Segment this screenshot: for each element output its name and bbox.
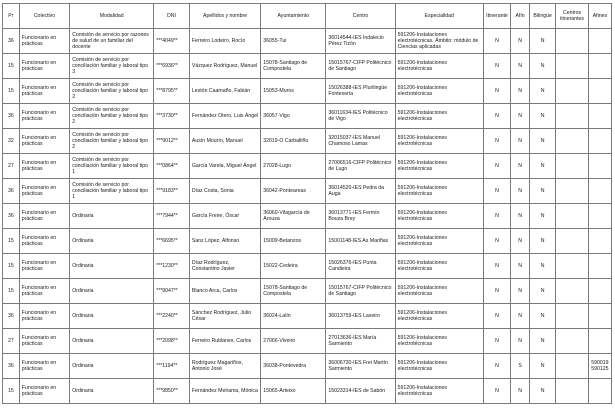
cell-colectivo: Funcionario en prácticas [19, 304, 69, 329]
cell-dni: ***1194** [154, 354, 190, 379]
cell-colectivo: Funcionario en prácticas [19, 354, 69, 379]
cell-dni: ***3730** [154, 104, 190, 129]
cell-dni: ***7944** [154, 204, 190, 229]
cell-colectivo: Funcionario en prácticas [19, 379, 69, 404]
cell-ayuntamiento: 36057-Vigo [261, 104, 326, 129]
header-bilingue: Bilingüe [530, 4, 556, 29]
cell-bilingue: N [530, 54, 556, 79]
cell-bilingue: N [530, 354, 556, 379]
cell-ayuntamiento: 36055-Tui [261, 29, 326, 54]
cell-pr: 32 [3, 129, 20, 154]
cell-centros-itinerantes [556, 329, 589, 354]
header-modalidad: Modalidad [70, 4, 154, 29]
cell-dni: ***9850** [154, 379, 190, 404]
table-row [3, 29, 612, 54]
cell-especialidad: 591206-Instalaciones electrotécnicas [395, 229, 483, 254]
cell-afines [588, 129, 611, 154]
cell-modalidad: Ordinaria [70, 354, 154, 379]
cell-dni: ***9183** [154, 179, 190, 204]
cell-especialidad: 591206-Instalaciones electrotécnicas [395, 279, 483, 304]
cell-pr: 15 [3, 54, 20, 79]
cell-pr: 36 [3, 104, 20, 129]
cell-pr: 27 [3, 329, 20, 354]
table-header [3, 4, 612, 29]
cell-afines [588, 229, 611, 254]
cell-itinerante: N [483, 379, 510, 404]
cell-itinerante: N [483, 329, 510, 354]
cell-apellidos: Blanco Arca, Carlos [189, 279, 260, 304]
cell-especialidad: 591206-Instalaciones electrotécnicas [395, 129, 483, 154]
cell-modalidad: Comisión de servicio por conciliación familiar y laboral tipo 2 [70, 104, 154, 129]
cell-itinerante: N [483, 129, 510, 154]
cell-pr: 15 [3, 79, 20, 104]
cell-itinerante: N [483, 54, 510, 79]
cell-pr: 27 [3, 154, 20, 179]
cell-afines [588, 79, 611, 104]
cell-afines [588, 304, 611, 329]
cell-colectivo: Funcionario en prácticas [19, 329, 69, 354]
cell-pr: 36 [3, 29, 20, 54]
cell-centro: 36013771-IES Fermín Bouza Brey [326, 204, 395, 229]
cell-afin: N [511, 254, 530, 279]
cell-centros-itinerantes [556, 179, 589, 204]
cell-dni: ***8795** [154, 79, 190, 104]
cell-apellidos: Ausín Mourín, Manuel [189, 129, 260, 154]
cell-especialidad: 591206-Instalaciones electrotécnicas [395, 79, 483, 104]
cell-centro: 15015767-CIFP Politécnico de Santiago [326, 54, 395, 79]
cell-apellidos: García Freire, Óscar [189, 204, 260, 229]
cell-centro: 15026376-IES Punta Candieira [326, 254, 395, 279]
header-apellidos: Apellidos y nombre [189, 4, 260, 29]
cell-itinerante: N [483, 104, 510, 129]
cell-ayuntamiento: 36060-Vilagarcía de Arousa [261, 204, 326, 229]
cell-dni: ***0864** [154, 154, 190, 179]
cell-afin: N [511, 329, 530, 354]
cell-ayuntamiento: 27028-Lugo [261, 154, 326, 179]
cell-centros-itinerantes [556, 304, 589, 329]
cell-modalidad: Ordinaria [70, 204, 154, 229]
cell-bilingue: N [530, 254, 556, 279]
cell-centro: 27013636-IES María Sarmiento [326, 329, 395, 354]
cell-centro: 15026388-IES Plurilingüe Fontexería [326, 79, 395, 104]
table-row [3, 54, 612, 79]
cell-itinerante: N [483, 229, 510, 254]
cell-bilingue: N [530, 154, 556, 179]
table-row [3, 254, 612, 279]
cell-afines [588, 329, 611, 354]
cell-especialidad: 591206-Instalaciones electrotécnicas [395, 254, 483, 279]
cell-ayuntamiento: 36024-Lalín [261, 304, 326, 329]
header-itinerante: Itinerante [483, 4, 510, 29]
cell-especialidad: 591206-Instalaciones electrotécnicas [395, 304, 483, 329]
cell-afin: N [511, 204, 530, 229]
cell-itinerante: N [483, 154, 510, 179]
cell-ayuntamiento: 15022-Cedeira [261, 254, 326, 279]
cell-modalidad: Comisión de servicio por conciliación familiar y laboral tipo 1 [70, 154, 154, 179]
cell-ayuntamiento: 36038-Pontevedra [261, 354, 326, 379]
table-row [3, 79, 612, 104]
table-row [3, 104, 612, 129]
cell-centros-itinerantes [556, 104, 589, 129]
cell-ayuntamiento: 15053-Muros [261, 79, 326, 104]
cell-afin: N [511, 104, 530, 129]
cell-bilingue: N [530, 29, 556, 54]
cell-especialidad: 591206-Instalaciones electrotécnicas. Ámbito: módulo de Ciencias aplicadas [395, 29, 483, 54]
cell-modalidad: Ordinaria [70, 304, 154, 329]
table-row [3, 329, 612, 354]
cell-afin: N [511, 279, 530, 304]
cell-bilingue: N [530, 379, 556, 404]
cell-especialidad: 591206-Instalaciones electrotécnicas [395, 104, 483, 129]
cell-centro: 27006516-CIFP Politécnico de Lugo [326, 154, 395, 179]
cell-apellidos: Sanz López, Alfonso [189, 229, 260, 254]
cell-pr: 15 [3, 379, 20, 404]
table-row [3, 279, 612, 304]
cell-centros-itinerantes [556, 204, 589, 229]
cell-bilingue: N [530, 179, 556, 204]
cell-pr: 15 [3, 279, 20, 304]
cell-ayuntamiento: 15009-Betanzos [261, 229, 326, 254]
cell-afin: N [511, 154, 530, 179]
cell-pr: 15 [3, 254, 20, 279]
header-dni: DNI [154, 4, 190, 29]
assignments-table [2, 3, 612, 404]
cell-apellidos: Díaz Rodríguez, Constantino Javier [189, 254, 260, 279]
cell-apellidos: Vázquez Rodríguez, Manuel [189, 54, 260, 79]
cell-apellidos: Fernández Otero, Luis Ángel [189, 104, 260, 129]
header-especialidad: Especialidad [395, 4, 483, 29]
cell-itinerante: N [483, 79, 510, 104]
cell-modalidad: Ordinaria [70, 329, 154, 354]
cell-colectivo: Funcionario en prácticas [19, 79, 69, 104]
cell-dni: ***6936** [154, 54, 190, 79]
cell-itinerante: N [483, 254, 510, 279]
cell-afin: N [511, 54, 530, 79]
cell-colectivo: Funcionario en prácticas [19, 179, 69, 204]
cell-afines [588, 179, 611, 204]
header-colectivo: Colectivo [19, 4, 69, 29]
cell-especialidad: 591206-Instalaciones electrotécnicas [395, 179, 483, 204]
cell-colectivo: Funcionario en prácticas [19, 154, 69, 179]
cell-colectivo: Funcionario en prácticas [19, 204, 69, 229]
cell-pr: 36 [3, 179, 20, 204]
header-centros-itinerantes: Centros itinerantes [556, 4, 589, 29]
cell-afin: S [511, 354, 530, 379]
cell-afines [588, 279, 611, 304]
cell-centro: 15015767-CIFP Politécnico de Santiago [326, 279, 395, 304]
cell-modalidad: Ordinaria [70, 254, 154, 279]
cell-centros-itinerantes [556, 379, 589, 404]
header-afin: Afín [511, 4, 530, 29]
cell-especialidad: 591206-Instalaciones electrotécnicas [395, 54, 483, 79]
table-row [3, 379, 612, 404]
cell-centros-itinerantes [556, 54, 589, 79]
cell-bilingue: N [530, 129, 556, 154]
cell-dni: ***2240** [154, 304, 190, 329]
cell-apellidos: Ferreiro Lodeiro, Rocío [189, 29, 260, 54]
cell-centros-itinerantes [556, 29, 589, 54]
cell-centro: 15023314-IES de Sabón [326, 379, 395, 404]
cell-afin: N [511, 79, 530, 104]
cell-apellidos: Ferreiro Rublanes, Carlos [189, 329, 260, 354]
cell-centro: 15001148-IES As Mariñas [326, 229, 395, 254]
cell-centros-itinerantes [556, 354, 589, 379]
cell-modalidad: Ordinaria [70, 229, 154, 254]
cell-afines: 590019 590125 [588, 354, 611, 379]
cell-colectivo: Funcionario en prácticas [19, 29, 69, 54]
cell-colectivo: Funcionario en prácticas [19, 129, 69, 154]
cell-afin: N [511, 379, 530, 404]
cell-centros-itinerantes [556, 279, 589, 304]
header-afines: Afines [588, 4, 611, 29]
cell-modalidad: Ordinaria [70, 379, 154, 404]
table-row [3, 179, 612, 204]
cell-centros-itinerantes [556, 254, 589, 279]
cell-centros-itinerantes [556, 154, 589, 179]
cell-afines [588, 254, 611, 279]
cell-afin: N [511, 179, 530, 204]
cell-afines [588, 29, 611, 54]
cell-bilingue: N [530, 329, 556, 354]
cell-centro: 36014544-IES Indalecio Pérez Tizón [326, 29, 395, 54]
cell-ayuntamiento: 32019-O Carballiño [261, 129, 326, 154]
cell-ayuntamiento: 15078-Santiago de Compostela [261, 279, 326, 304]
cell-colectivo: Funcionario en prácticas [19, 229, 69, 254]
cell-apellidos: Sánchez Rodríguez, Julio César [189, 304, 260, 329]
cell-modalidad: Comisión de servicio por conciliación familiar y laboral tipo 1 [70, 179, 154, 204]
cell-especialidad: 591206-Instalaciones electrotécnicas [395, 154, 483, 179]
cell-especialidad: 591206-Instalaciones electrotécnicas [395, 204, 483, 229]
table-row [3, 129, 612, 154]
cell-colectivo: Funcionario en prácticas [19, 254, 69, 279]
cell-dni: ***4049** [154, 29, 190, 54]
cell-itinerante: N [483, 179, 510, 204]
cell-itinerante: N [483, 279, 510, 304]
cell-dni: ***9012** [154, 129, 190, 154]
cell-bilingue: N [530, 304, 556, 329]
cell-dni: ***1230** [154, 254, 190, 279]
cell-apellidos: Díaz Costa, Sonia [189, 179, 260, 204]
cell-itinerante: N [483, 304, 510, 329]
cell-apellidos: Lestón Caamaño, Fabián [189, 79, 260, 104]
cell-bilingue: N [530, 104, 556, 129]
cell-especialidad: 591206-Instalaciones electrotécnicas [395, 329, 483, 354]
cell-centro: 36014520-IES Pedra da Auga [326, 179, 395, 204]
cell-centros-itinerantes [556, 129, 589, 154]
cell-ayuntamiento: 15078-Santiago de Compostela [261, 54, 326, 79]
cell-pr: 36 [3, 304, 20, 329]
cell-afines [588, 204, 611, 229]
cell-itinerante: N [483, 354, 510, 379]
cell-afines [588, 104, 611, 129]
cell-centro: 36011634-IES Politécnico de Vigo [326, 104, 395, 129]
table-row [3, 229, 612, 254]
cell-dni: ***9047** [154, 279, 190, 304]
cell-colectivo: Funcionario en prácticas [19, 279, 69, 304]
cell-pr: 36 [3, 204, 20, 229]
table-row [3, 304, 612, 329]
cell-afin: N [511, 304, 530, 329]
header-row [3, 4, 612, 29]
header-centro: Centro [326, 4, 395, 29]
table-row [3, 204, 612, 229]
cell-itinerante: N [483, 204, 510, 229]
cell-centro: 32015037-IES Manuel Chamoso Lamas [326, 129, 395, 154]
cell-dni: ***2098** [154, 329, 190, 354]
cell-modalidad: Comisión de servicio por conciliación familiar y laboral tipo 2 [70, 129, 154, 154]
header-ayuntamiento: Ayuntamiento [261, 4, 326, 29]
cell-afin: N [511, 229, 530, 254]
cell-apellidos: Rodríguez Magariños, Antonio José [189, 354, 260, 379]
cell-modalidad: Comisión de servicio por conciliación familiar y laboral tipo 2 [70, 79, 154, 104]
cell-dni: ***6695** [154, 229, 190, 254]
cell-pr: 36 [3, 354, 20, 379]
cell-bilingue: N [530, 204, 556, 229]
table-body [3, 29, 612, 404]
cell-apellidos: Fernández Melrama, Mónica [189, 379, 260, 404]
cell-apellidos: García Varela, Miguel Ángel [189, 154, 260, 179]
cell-bilingue: N [530, 79, 556, 104]
cell-afines [588, 54, 611, 79]
cell-bilingue: N [530, 229, 556, 254]
cell-centros-itinerantes [556, 229, 589, 254]
cell-centro: 36013759-IES Laxeiro [326, 304, 395, 329]
cell-centro: 36006730-IES Frei Martín Sarmiento [326, 354, 395, 379]
cell-afines [588, 154, 611, 179]
cell-afin: N [511, 29, 530, 54]
cell-modalidad: Ordinaria [70, 279, 154, 304]
cell-modalidad: Comisión de servicio por conciliación familiar y laboral tipo 3 [70, 54, 154, 79]
cell-ayuntamiento: 36042-Ponteareas [261, 179, 326, 204]
table-row [3, 354, 612, 379]
table-row [3, 154, 612, 179]
cell-afines [588, 379, 611, 404]
cell-colectivo: Funcionario en prácticas [19, 54, 69, 79]
cell-modalidad: Comisión de servicio por razones de salud de un familiar del docente [70, 29, 154, 54]
cell-ayuntamiento: 15065-Arteixo [261, 379, 326, 404]
cell-itinerante: N [483, 29, 510, 54]
cell-especialidad: 591206-Instalaciones electrotécnicas [395, 354, 483, 379]
header-pr: Pr [3, 4, 20, 29]
cell-ayuntamiento: 27066-Viveiro [261, 329, 326, 354]
cell-centros-itinerantes [556, 79, 589, 104]
cell-colectivo: Funcionario en prácticas [19, 104, 69, 129]
cell-bilingue: N [530, 279, 556, 304]
cell-afin: N [511, 129, 530, 154]
cell-especialidad: 591206-Instalaciones electrotécnicas [395, 379, 483, 404]
cell-pr: 15 [3, 229, 20, 254]
